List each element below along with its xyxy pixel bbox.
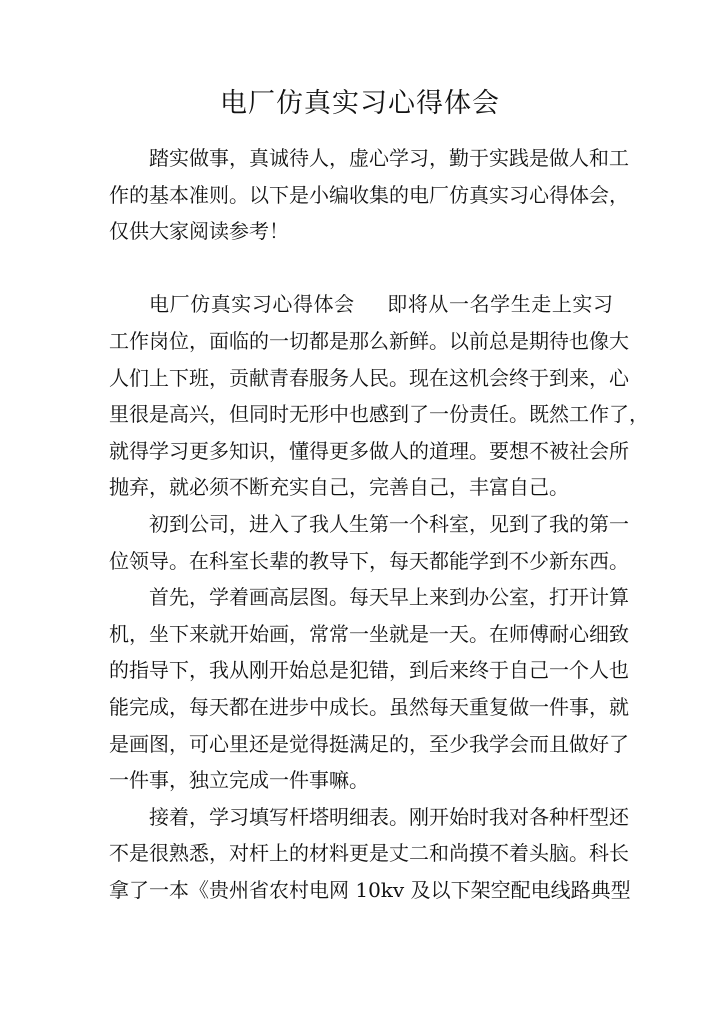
text-line: 接着，学习填写杆塔明细表。刚开始时我对各种杆型还: [149, 804, 629, 829]
text-line: 作的基本准则。以下是小编收集的电厂仿真实习心得体会，: [109, 182, 629, 207]
text-line: 是画图，可心里还是觉得挺满足的，至少我学会而且做好了: [109, 731, 629, 756]
text-line: 一件事，独立完成一件事嘛。: [109, 768, 369, 793]
text-line: 不是很熟悉，对杆上的材料更是丈二和尚摸不着头脑。科长: [109, 841, 629, 866]
text-line: 机，坐下来就开始画，常常一坐就是一天。在师傅耐心细致: [109, 621, 629, 646]
text-line-with-heading: [109, 286, 613, 323]
text-line: 能完成，每天都在进步中成长。虽然每天重复做一件事，就: [109, 694, 629, 719]
text-line: 位领导。在科室长辈的教导下，每天都能学到不少新东西。: [109, 548, 629, 573]
paragraph-spacer: [109, 250, 613, 287]
text-line: 人们上下班，贡献青春服务人民。现在这机会终于到来，心: [109, 365, 629, 390]
text-line: 初到公司，进入了我人生第一个科室，见到了我的第一: [149, 511, 629, 536]
inline-heading: 电厂仿真实习心得体会: [149, 292, 355, 317]
text-line: 工作岗位，面临的一切都是那么新鲜。以前总是期待也像大: [109, 328, 629, 353]
document-title: 电厂仿真实习心得体会: [220, 88, 500, 119]
inline-text: 即将从一名学生走上实习: [386, 292, 614, 317]
text-line: 仅供大家阅读参考！: [109, 219, 289, 244]
text-line: 抛弃，就必须不断充实自己，完善自己，丰富自己。: [109, 475, 569, 500]
text-line: 踏实做事，真诚待人，虚心学习，勤于实践是做人和工: [149, 146, 629, 170]
text-line: 就得学习更多知识，懂得更多做人的道理。要想不被社会所: [109, 438, 629, 463]
document-body: [109, 140, 649, 908]
text-line: 的指导下，我从刚开始总是犯错，到后来终于自己一个人也: [109, 658, 629, 683]
text-line: 拿了一本《贵州省农村电网 10kv 及以下架空配电线路典型: [109, 877, 631, 902]
text-line: 里很是高兴，但同时无形中也感到了一份责任。既然工作了，: [109, 402, 649, 427]
text-line: 首先，学着画高层图。每天早上来到办公室，打开计算: [149, 585, 629, 610]
